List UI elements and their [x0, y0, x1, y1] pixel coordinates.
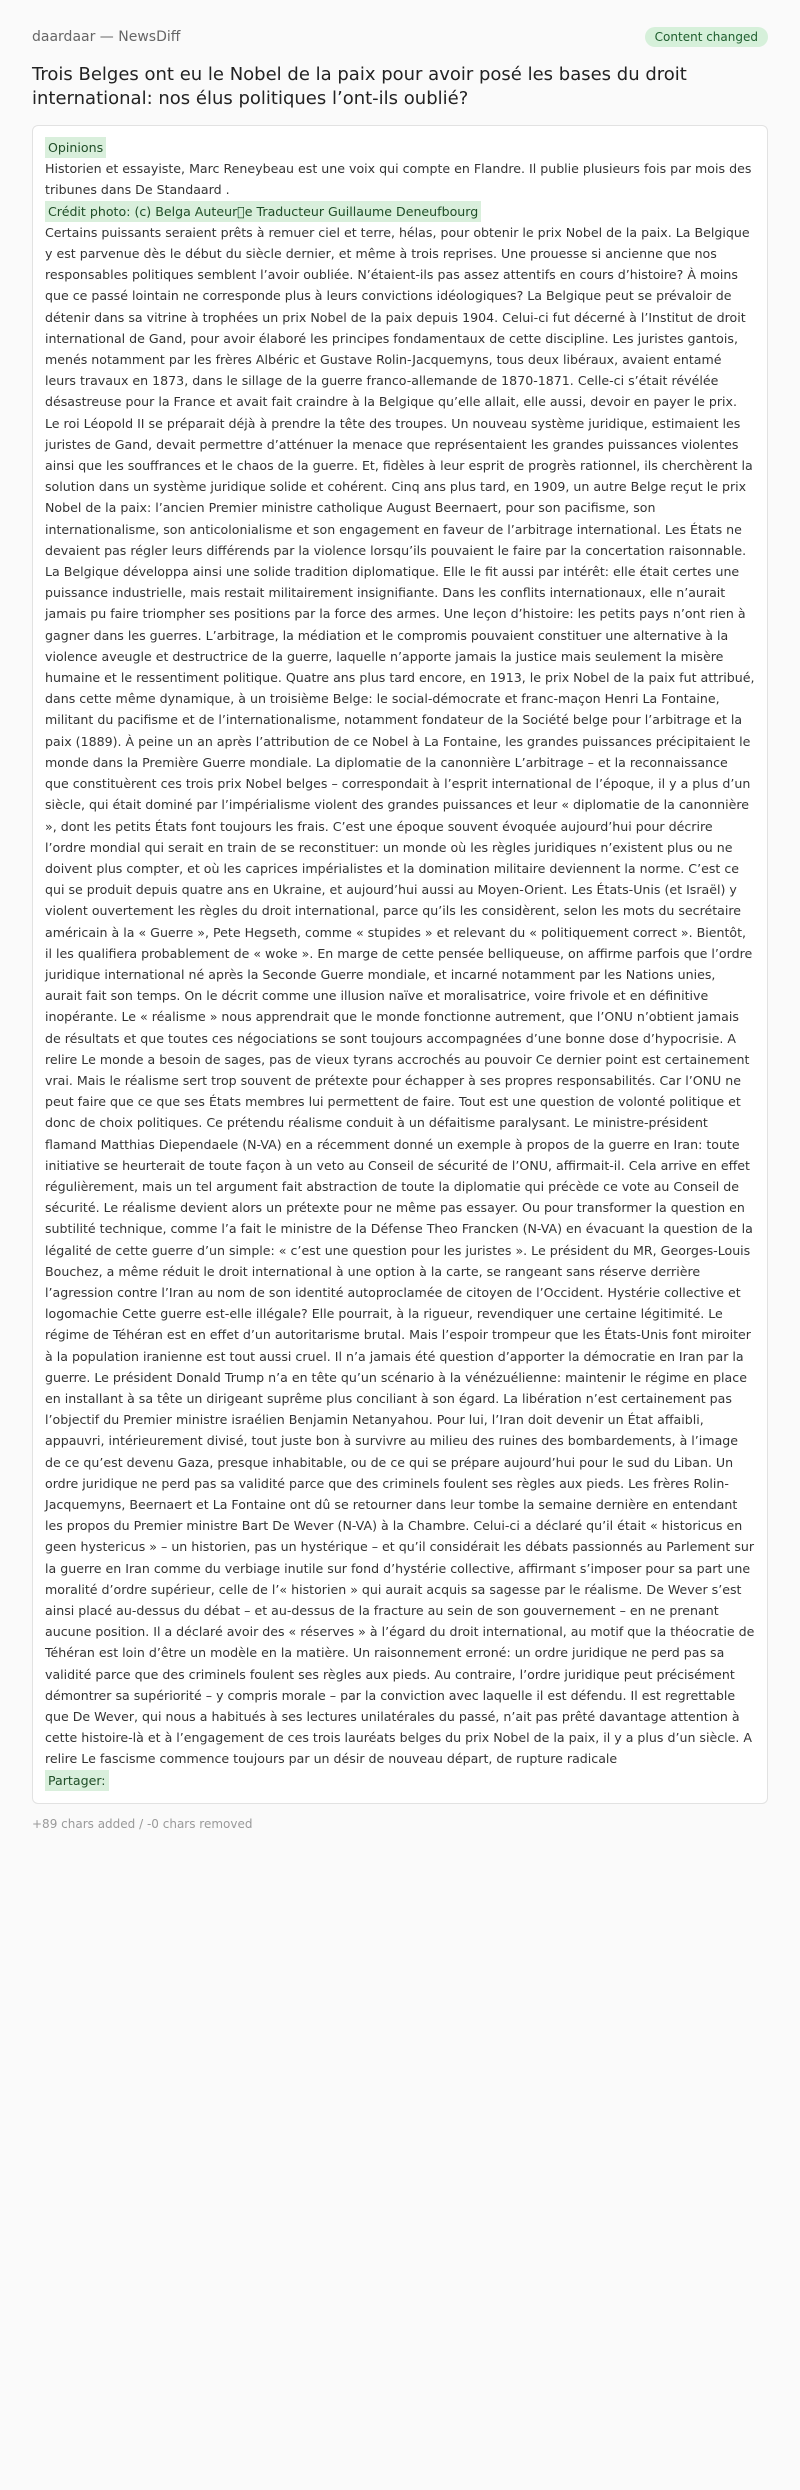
share-label[interactable]: Partager: [45, 1770, 109, 1791]
status-badge: Content changed [645, 27, 768, 47]
diff-summary: +89 chars added / -0 chars removed [32, 1816, 253, 1831]
brand-label: daardaar — NewsDiff [32, 29, 181, 45]
author-bio: Historien et essayiste, Marc Reneybeau est une voix qui compte en Flandre. Il publie plusieurs fois par mois des tribunes dans De Standaard . [45, 161, 752, 198]
article-body: Certains puissants seraient prêts à remuer ciel et terre, hélas, pour obtenir le prix Nobel de la paix. La Belgique y est parvenue dès le début du siècle dernier, et même à trois reprises. Une prouesse si ancienne que nos responsables politiques semblent l’avoir oubliée. N’étaient-ils pas assez attentifs en cours d’histoire? À moins que ce passé lointain ne corresponde plus à leurs convictions idéologiques? La Belgique peut se prévaloir de détenir dans sa vitrine à trophées un prix Nobel de la paix depuis 1904. Celui-ci fut décerné à l’Institut de droit international de Gand, pour avoir élaboré les principes fondamentaux de cette discipline. Les juristes gantois, menés notamment par les frères Albéric et Gustave Rolin-Jacquemyns, tous deux libéraux, avaient entamé leurs travaux en 1873, dans le sillage de la guerre franco-allemande de 1870-1871. Celle-ci s’était révélée désastreuse pour la France et avait fait craindre à la Belgique qu’elle allait, elle aussi, devoir en payer le prix. Le roi Léopold II se préparait déjà à prendre la tête des troupes. Un nouveau système juridique, estimaient les juristes de Gand, devait permettre d’atténuer la menace que représentaient les grandes puissances violentes ainsi que les souffrances et le chaos de la guerre. Et, fidèles à leur esprit de progrès rationnel, ils cherchèrent la solution dans un système juridique solide et cohérent. Cinq ans plus tard, en 1909, un autre Belge reçut le prix Nobel de la paix: l’ancien Premier ministre catholique August Beernaert, pour son pacifisme, son internationalisme, son anticolonialisme et son engagement en faveur de l’arbitrage international. Les États ne devaient pas régler leurs différends par la violence lorsqu’ils pouvaient le faire par la concertation raisonnable. La Belgique développa ainsi une solide tradition diplomatique. Elle le fit aussi par intérêt: elle était certes une puissance industrielle, mais restait militairement insignifiante. Dans les conflits internationaux, elle n’aurait jamais pu faire triompher ses positions par la force des armes. Une leçon d’histoire: les petits pays n’ont rien à gagner dans les guerres. L’arbitrage, la médiation et le compromis pouvaient constituer une alternative à la violence aveugle et destructrice de la guerre, laquelle n’apporte jamais la justice mais seulement la misère humaine et le ressentiment politique. Quatre ans plus tard encore, en 1913, le prix Nobel de la paix fut attribué, dans cette même dynamique, à un troisième Belge: le social-démocrate et franc-maçon Henri La Fontaine, militant du pacifisme et de l’internationalisme, notamment fondateur de la Société belge pour l’arbitrage et la paix (1889). À peine un an après l’attribution de ce Nobel à La Fontaine, les grandes puissances précipitaient le monde dans la Première Guerre mondiale. La diplomatie de la canonnière L’arbitrage – et la reconnaissance que constituèrent ces trois prix Nobel belges – correspondait à l’esprit international de l’époque, il y a plus d’un siècle, qui était dominé par l’impérialisme violent des grandes puissances et leur « diplomatie de la canonnière », dont les petits États font toujours les frais. C’est une époque souvent évoquée aujourd’hui pour décrire l’ordre mondial qui serait en train de se reconstituer: un monde où les règles juridiques n’existent plus ou ne doivent plus compter, et où les caprices impérialistes et la domination militaire deviennent la norme. C’est ce qui se produit depuis quatre ans en Ukraine, et aujourd’hui aussi au Moyen-Orient. Les États-Unis (et Israël) y violent ouvertement les règles du droit international, parce qu’ils les considèrent, selon les mots du secrétaire américain à la « Guerre », Pete Hegseth, comme « stupides » et relevant du « politiquement correct ». Bientôt, il les qualifiera probablement de « woke ». En marge de cette pensée belliqueuse, on affirme parfois que l’ordre juridique international né après la Seconde Guerre mondiale, et incarné notamment par les Nations unies, aurait fait son temps. On le décrit comme une illusion naïve et moralisatrice, voire frivole et en définitive inopérante. Le « réalisme » nous apprendrait que le monde fonctionne autrement, que l’ONU n’obtient jamais de résultats et que toutes ces négociations se sont toujours accompagnées d’une bonne dose d’hypocrisie. A relire Le monde a besoin de sages, pas de vieux tyrans accrochés au pouvoir Ce dernier point est certainement vrai. Mais le réalisme sert trop souvent de prétexte pour échapper à ses propres responsabilités. Car l’ONU ne peut faire que ce que ses États membres lui permettent de faire. Tout est une question de volonté politique et donc de choix politiques. Ce prétendu réalisme conduit à un défaitisme paralysant. Le ministre-président flamand Matthias Diependaele (N-VA) en a récemment donné un exemple à propos de la guerre en Iran: toute initiative se heurterait de toute façon à un veto au Conseil de sécurité de l’ONU, affirmait-il. Cela arrive en effet régulièrement, mais un tel argument fait abstraction de toute la diplomatie qui précède ce vote au Conseil de sécurité. Le réalisme devient alors un prétexte pour ne même pas essayer. Ou pour transformer la question en subtilité technique, comme l’a fait le ministre de la Défense Theo Francken (N-VA) en évacuant la question de la légalité de cette guerre d’un simple: « c’est une question pour les juristes ». Le président du MR, Georges-Louis Bouchez, a même réduit le droit international à une option à la carte, se rangeant sans réserve derrière l’agression contre l’Iran au nom de son identité autoproclamée de citoyen de l’Occident. Hystérie collective et logomachie Cette guerre est-elle illégale? Elle pourrait, à la rigueur, revendiquer une certaine légitimité. Le régime de Téhéran est en effet d’un autoritarisme brutal. Mais l’espoir trompeur que les États-Unis font miroiter à la population iranienne est tout aussi cruel. Il n’a jamais été question d’apporter la démocratie en Iran par la guerre. Le président Donald Trump n’a en tête qu’un scénario à la vénézuélienne: maintenir le régime en place en installant à sa tête un dirigeant suprême plus conciliant à son égard. La libération n’est certainement pas l’objectif du Premier ministre israélien Benjamin Netanyahou. Pour lui, l’Iran doit devenir un État affaibli, appauvri, intérieurement divisé, tout juste bon à survivre au milieu des ruines des bombardements, à l’image de ce qu’est devenu Gaza, presque inhabitable, ou de ce qui se prépare aujourd’hui pour le sud du Liban. Un ordre juridique ne perd pas sa validité parce que des criminels foulent ses règles aux pieds. Les frères Rolin-Jacquemyns, Beernaert et La Fontaine ont dû se retourner dans leur tombe la semaine dernière en entendant les propos du Premier ministre Bart De Wever (N-VA) à la Chambre. Celui-ci a déclaré qu’il était « historicus en geen hystericus » – un historien, pas un hystérique – et qu’il considérait les débats passionnés au Parlement sur la guerre en Iran comme du verbiage inutile sur fond d’hystérie collective, affirmant s’imposer pour sa part une moralité d’ordre supérieur, celle de l’« historien » qui aurait acquis sa sagesse par le réalisme. De Wever s’est ainsi placé au-dessus du débat – et au-dessus de la fracture au sein de son gouvernement – en ne prenant aucune position. Il a déclaré avoir des « réserves » à l’égard du droit international, au motif que la théocratie de Téhéran est loin d’être un modèle en la matière. Un raisonnement erroné: un ordre juridique ne perd pas sa validité parce que des criminels foulent ses règles aux pieds. Au contraire, l’ordre juridique peut précisément démontrer sa supériorité – y compris morale – par la conviction avec laquelle il est défendu. Il est regrettable que De Wever, qui nous a habitués à ses lectures unilatérales du passé, n’ait pas prêté davantage attention à cette histoire-là et à l’engagement de ces trois lauréats belges du prix Nobel de la paix, il y a plus d’un siècle. A relire Le fascisme commence toujours par un désir de nouveau départ, de rupture radicale [45, 224, 755, 1767]
photo-credit: Crédit photo: (c) Belga Auteur e Traducteur Guillaume Deneufbourg [45, 201, 481, 222]
section-tag: Opinions [45, 137, 106, 158]
top-bar [32, 26, 768, 48]
article-card [32, 125, 768, 1804]
article-title: Trois Belges ont eu le Nobel de la paix pour avoir posé les bases du droit international: nos élus politiques l’ont-ils oublié? [32, 64, 687, 109]
